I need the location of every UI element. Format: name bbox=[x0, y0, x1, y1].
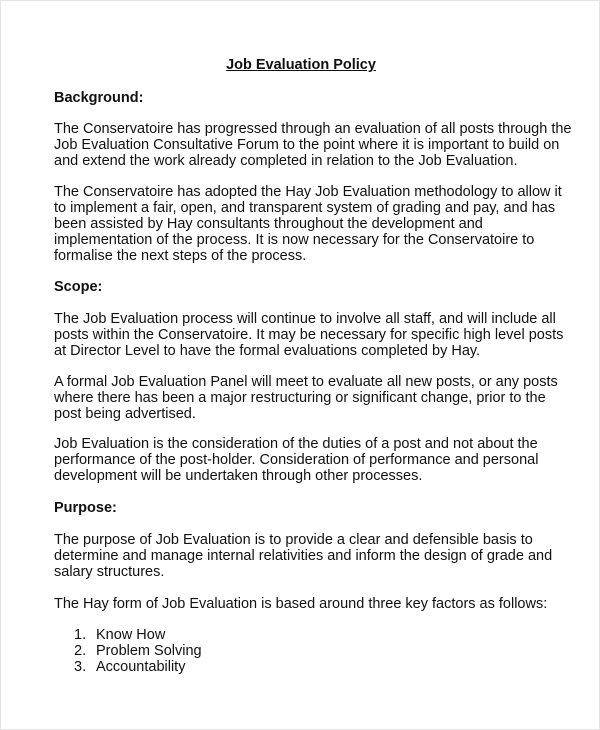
list-item-label: Know How bbox=[96, 627, 166, 643]
scope-paragraph-2 bbox=[54, 374, 558, 422]
list-item-label: Problem Solving bbox=[96, 643, 202, 659]
text-line: salary structures. bbox=[54, 564, 165, 580]
heading-background: Background: bbox=[54, 90, 144, 106]
text-line: been assisted by Hay consultants throughout the development and bbox=[54, 216, 483, 232]
text-line: Job Evaluation is the consideration of the duties of a post and not about the bbox=[54, 436, 538, 452]
text-line: determine and manage internal relativities and inform the design of grade and bbox=[54, 548, 553, 564]
list-item-number: 2. bbox=[74, 643, 87, 659]
text-line: formalise the next steps of the process. bbox=[54, 248, 307, 264]
heading-scope: Scope: bbox=[54, 279, 103, 295]
text-line: at Director Level to have the formal evaluations completed by Hay. bbox=[54, 343, 481, 359]
background-paragraph-2 bbox=[54, 184, 562, 264]
text-line: The purpose of Job Evaluation is to provide a clear and defensible basis to bbox=[54, 532, 533, 548]
text-line: The Job Evaluation process will continue to involve all staff, and will include all bbox=[54, 311, 556, 327]
text-line: The Hay form of Job Evaluation is based around three key factors as follows: bbox=[54, 596, 548, 612]
text-line: A formal Job Evaluation Panel will meet to evaluate all new posts, or any posts bbox=[54, 374, 558, 390]
document-title: Job Evaluation Policy bbox=[226, 57, 376, 73]
list-item bbox=[74, 643, 202, 659]
text-line: and extend the work already completed in relation to the Job Evaluation. bbox=[54, 153, 518, 169]
text-line: development will be undertaken through other processes. bbox=[54, 468, 423, 484]
text-line: post being advertised. bbox=[54, 406, 196, 422]
list-item-number: 3. bbox=[74, 659, 87, 675]
key-factors-list bbox=[74, 627, 202, 675]
list-item-label: Accountability bbox=[96, 659, 186, 675]
list-item bbox=[74, 627, 202, 643]
text-line: where there has been a major restructuring or significant change, prior to the bbox=[54, 390, 546, 406]
scope-paragraph-3 bbox=[54, 436, 554, 484]
heading-purpose: Purpose: bbox=[54, 500, 117, 516]
scope-paragraph-1 bbox=[54, 311, 564, 359]
text-line: performance of the post-holder. Consideration of performance and personal bbox=[54, 452, 539, 468]
list-item bbox=[74, 659, 202, 675]
text-line: Job Evaluation Consultative Forum to the point where it is important to build on bbox=[54, 137, 560, 153]
text-line: to implement a fair, open, and transparent system of grading and pay, and has bbox=[54, 200, 556, 216]
background-paragraph-1 bbox=[54, 121, 572, 169]
text-line: The Conservatoire has adopted the Hay Job Evaluation methodology to allow it bbox=[54, 184, 562, 200]
text-line: The Conservatoire has progressed through an evaluation of all posts through the bbox=[54, 121, 572, 137]
text-line: posts within the Conservatoire. It may be necessary for specific high level posts bbox=[54, 327, 564, 343]
text-line: implementation of the process. It is now necessary for the Conservatoire to bbox=[54, 232, 535, 248]
purpose-paragraph-1 bbox=[54, 532, 554, 580]
list-item-number: 1. bbox=[74, 627, 87, 643]
purpose-paragraph-2 bbox=[54, 596, 554, 612]
